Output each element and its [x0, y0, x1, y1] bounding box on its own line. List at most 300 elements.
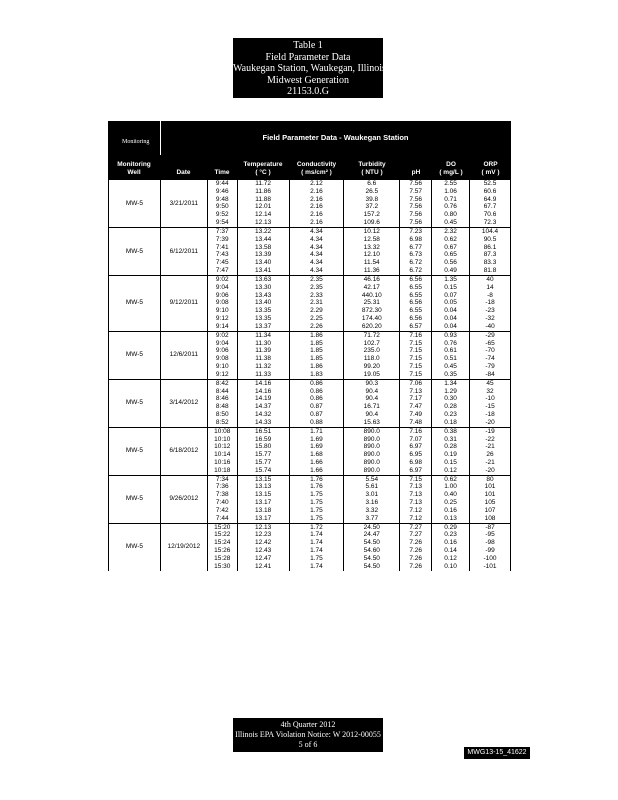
cell-do: 2.55 [432, 180, 470, 188]
cell-conductivity: 2.16 [289, 219, 344, 227]
corner-label: Monitoring [122, 139, 150, 145]
cell-ph: 6.72 [400, 259, 432, 267]
cell-temperature: 16.59 [237, 436, 289, 444]
cell-temperature: 13.22 [237, 227, 289, 235]
cell-conductivity: 1.66 [289, 459, 344, 467]
cell-turbidity: 54.50 [344, 555, 400, 563]
cell-temperature: 15.74 [237, 467, 289, 475]
cell-ph: 7.56 [400, 203, 432, 211]
cell-orp: 101 [470, 483, 511, 491]
cell-orp: 40 [470, 275, 511, 283]
cell-conductivity: 1.75 [289, 507, 344, 515]
cell-time: 15:28 [207, 555, 237, 563]
cell-temperature: 11.88 [237, 196, 289, 204]
cell-ph: 7.13 [400, 491, 432, 499]
cell-turbidity: 24.50 [344, 523, 400, 531]
cell-conductivity: 1.74 [289, 531, 344, 539]
cell-do: 0.05 [432, 299, 470, 307]
field-parameter-table [108, 121, 511, 676]
cell-date: 12/19/2012 [160, 523, 207, 570]
cell-conductivity: 1.72 [289, 523, 344, 531]
cell-orp: 107 [470, 507, 511, 515]
cell-turbidity: 39.8 [344, 196, 400, 204]
cell-temperature: 12.13 [237, 523, 289, 531]
cell-conductivity: 2.16 [289, 188, 344, 196]
cell-time: 7:42 [207, 507, 237, 515]
cell-conductivity: 0.86 [289, 388, 344, 396]
company-name: Midwest Generation [267, 74, 349, 86]
cell-orp: -18 [470, 411, 511, 419]
cell-ph: 7.15 [400, 355, 432, 363]
cell-temperature: 14.37 [237, 403, 289, 411]
cell-conductivity: 2.33 [289, 292, 344, 300]
cell-conductivity: 0.86 [289, 395, 344, 403]
cell-turbidity: 872.30 [344, 307, 400, 315]
cell-time: 7:39 [207, 236, 237, 244]
cell-orp: -29 [470, 331, 511, 339]
cell-ph: 7.07 [400, 436, 432, 444]
cell-do: 0.23 [432, 531, 470, 539]
cell-ph: 7.15 [400, 347, 432, 355]
cell-orp: 45 [470, 379, 511, 387]
cell-do: 0.12 [432, 555, 470, 563]
cell-temperature: 13.15 [237, 475, 289, 483]
cell-ph: 7.26 [400, 555, 432, 563]
cell-orp: -20 [470, 467, 511, 475]
cell-time: 8:50 [207, 411, 237, 419]
cell-temperature: 13.15 [237, 491, 289, 499]
cell-do: 0.30 [432, 395, 470, 403]
footer-violation-notice: Illinois EPA Violation Notice: W 2012-00055 [235, 730, 381, 739]
cell-do: 0.49 [432, 267, 470, 275]
cell-conductivity: 1.75 [289, 499, 344, 507]
cell-conductivity: 1.66 [289, 467, 344, 475]
table-header [108, 121, 511, 179]
cell-do: 0.76 [432, 203, 470, 211]
cell-temperature: 14.19 [237, 395, 289, 403]
cell-ph: 7.56 [400, 196, 432, 204]
cell-orp: -95 [470, 531, 511, 539]
footer-page-number: 5 of 6 [298, 740, 318, 749]
cell-turbidity: 102.7 [344, 340, 400, 348]
cell-ph: 7.47 [400, 403, 432, 411]
cell-turbidity: 10.12 [344, 227, 400, 235]
cell-temperature: 11.38 [237, 355, 289, 363]
cell-conductivity: 0.87 [289, 403, 344, 411]
cell-time: 8:46 [207, 395, 237, 403]
cell-do: 0.35 [432, 371, 470, 379]
cell-ph: 6.57 [400, 323, 432, 331]
cell-conductivity: 2.12 [289, 180, 344, 188]
cell-conductivity: 1.74 [289, 563, 344, 571]
cell-orp: 81.8 [470, 267, 511, 275]
cell-ph: 7.15 [400, 371, 432, 379]
cell-orp: 52.5 [470, 180, 511, 188]
cell-turbidity: 26.5 [344, 188, 400, 196]
cell-conductivity: 4.34 [289, 227, 344, 235]
cell-time: 15:26 [207, 547, 237, 555]
cell-conductivity: 2.16 [289, 196, 344, 204]
cell-ph: 7.15 [400, 363, 432, 371]
cell-well: MW-5 [109, 523, 161, 570]
cell-ph: 6.56 [400, 315, 432, 323]
cell-turbidity: 15.63 [344, 419, 400, 427]
cell-orp: 108 [470, 515, 511, 523]
cell-time: 9:12 [207, 315, 237, 323]
cell-time: 9:04 [207, 340, 237, 348]
cell-do: 0.31 [432, 436, 470, 444]
cell-orp: -20 [470, 419, 511, 427]
cell-do: 0.07 [432, 292, 470, 300]
cell-ph: 6.98 [400, 236, 432, 244]
cell-conductivity: 1.71 [289, 427, 344, 435]
cell-time: 7:34 [207, 475, 237, 483]
cell-temperature: 13.58 [237, 244, 289, 252]
cell-conductivity: 1.85 [289, 355, 344, 363]
cell-conductivity: 2.35 [289, 275, 344, 283]
cell-conductivity: 0.87 [289, 411, 344, 419]
cell-time: 7:45 [207, 259, 237, 267]
cell-orp: -23 [470, 307, 511, 315]
cell-temperature: 13.17 [237, 499, 289, 507]
cell-turbidity: 54.60 [344, 547, 400, 555]
cell-time: 8:48 [207, 403, 237, 411]
cell-temperature: 15.77 [237, 451, 289, 459]
cell-turbidity: 24.47 [344, 531, 400, 539]
cell-temperature: 11.72 [237, 180, 289, 188]
cell-turbidity: 19.05 [344, 371, 400, 379]
cell-time: 9:04 [207, 284, 237, 292]
cell-do: 0.71 [432, 196, 470, 204]
cell-turbidity: 6.6 [344, 180, 400, 188]
cell-turbidity: 3.16 [344, 499, 400, 507]
cell-orp: -98 [470, 539, 511, 547]
cell-time: 7:36 [207, 483, 237, 491]
cell-temperature: 11.86 [237, 188, 289, 196]
cell-do: 0.28 [432, 403, 470, 411]
cell-do: 0.76 [432, 340, 470, 348]
cell-conductivity: 1.86 [289, 363, 344, 371]
col-header-conductivity: Conductivity ( ms/cm² ) [296, 161, 337, 176]
cell-well: MW-5 [109, 180, 161, 228]
cell-time: 10:16 [207, 459, 237, 467]
cell-do: 0.28 [432, 443, 470, 451]
table-row [109, 475, 511, 483]
cell-time: 7:44 [207, 515, 237, 523]
cell-ph: 7.56 [400, 180, 432, 188]
cell-temperature: 13.39 [237, 251, 289, 259]
cell-orp: 64.9 [470, 196, 511, 204]
col-header-do: DO ( mg/L ) [439, 161, 463, 176]
cell-time: 10:08 [207, 427, 237, 435]
cell-conductivity: 4.34 [289, 259, 344, 267]
cell-ph: 7.27 [400, 531, 432, 539]
cell-orp: -79 [470, 363, 511, 371]
cell-temperature: 11.39 [237, 347, 289, 355]
cell-well: MW-5 [109, 379, 161, 427]
cell-orp: 104.4 [470, 227, 511, 235]
cell-orp: -18 [470, 299, 511, 307]
cell-time: 9:50 [207, 203, 237, 211]
cell-ph: 6.98 [400, 459, 432, 467]
cell-turbidity: 12.58 [344, 236, 400, 244]
cell-orp: -21 [470, 443, 511, 451]
cell-well: MW-5 [109, 427, 161, 475]
cell-orp: 87.3 [470, 251, 511, 259]
cell-do: 0.23 [432, 411, 470, 419]
cell-turbidity: 3.32 [344, 507, 400, 515]
table-row [109, 180, 511, 188]
cell-time: 10:12 [207, 443, 237, 451]
page-footer [233, 718, 383, 752]
cell-well: MW-5 [109, 275, 161, 331]
cell-conductivity: 1.74 [289, 539, 344, 547]
cell-ph: 7.26 [400, 539, 432, 547]
cell-ph: 6.73 [400, 251, 432, 259]
cell-orp: 32 [470, 388, 511, 396]
cell-orp: -70 [470, 347, 511, 355]
cell-turbidity: 54.50 [344, 563, 400, 571]
cell-time: 9:46 [207, 188, 237, 196]
cell-time: 9:44 [207, 180, 237, 188]
cell-temperature: 13.35 [237, 315, 289, 323]
cell-time: 9:10 [207, 363, 237, 371]
cell-do: 0.13 [432, 515, 470, 523]
cell-ph: 7.13 [400, 499, 432, 507]
cell-turbidity: 890.0 [344, 427, 400, 435]
cell-turbidity: 99.20 [344, 363, 400, 371]
cell-conductivity: 1.85 [289, 347, 344, 355]
cell-do: 0.14 [432, 547, 470, 555]
cell-ph: 6.97 [400, 467, 432, 475]
cell-do: 0.65 [432, 251, 470, 259]
cell-conductivity: 2.29 [289, 307, 344, 315]
cell-orp: -101 [470, 563, 511, 571]
table-row [109, 331, 511, 339]
cell-do: 0.04 [432, 315, 470, 323]
cell-turbidity: 440.10 [344, 292, 400, 300]
cell-time: 9:08 [207, 299, 237, 307]
cell-turbidity: 890.0 [344, 467, 400, 475]
table-number: Table 1 [293, 40, 323, 51]
cell-time: 9:52 [207, 211, 237, 219]
cell-ph: 6.95 [400, 451, 432, 459]
cell-date: 3/14/2012 [160, 379, 207, 427]
cell-do: 0.04 [432, 307, 470, 315]
cell-temperature: 14.16 [237, 388, 289, 396]
cell-time: 9:02 [207, 331, 237, 339]
cell-turbidity: 118.0 [344, 355, 400, 363]
cell-ph: 7.16 [400, 427, 432, 435]
cell-temperature: 11.30 [237, 340, 289, 348]
cell-well: MW-5 [109, 475, 161, 523]
cell-temperature: 12.01 [237, 203, 289, 211]
cell-ph: 7.16 [400, 331, 432, 339]
cell-turbidity: 90.3 [344, 379, 400, 387]
cell-ph: 6.55 [400, 284, 432, 292]
cell-time: 8:52 [207, 419, 237, 427]
cell-temperature: 13.43 [237, 292, 289, 300]
cell-ph: 6.56 [400, 275, 432, 283]
cell-temperature: 13.44 [237, 236, 289, 244]
cell-do: 1.00 [432, 483, 470, 491]
cell-temperature: 12.43 [237, 547, 289, 555]
cell-turbidity: 109.6 [344, 219, 400, 227]
footer-quarter: 4th Quarter 2012 [280, 720, 336, 729]
cell-conductivity: 0.86 [289, 379, 344, 387]
cell-do: 1.29 [432, 388, 470, 396]
cell-turbidity: 5.61 [344, 483, 400, 491]
cell-turbidity: 890.0 [344, 436, 400, 444]
cell-temperature: 13.63 [237, 275, 289, 283]
cell-turbidity: 157.2 [344, 211, 400, 219]
cell-date: 6/18/2012 [160, 427, 207, 475]
cell-turbidity: 90.4 [344, 395, 400, 403]
cell-conductivity: 1.75 [289, 555, 344, 563]
cell-do: 0.62 [432, 236, 470, 244]
cell-orp: 67.7 [470, 203, 511, 211]
cell-time: 9:48 [207, 196, 237, 204]
cell-conductivity: 1.75 [289, 491, 344, 499]
cell-time: 7:40 [207, 499, 237, 507]
cell-turbidity: 235.0 [344, 347, 400, 355]
col-header-orp: ORP ( mV ) [481, 161, 500, 176]
cell-ph: 7.26 [400, 563, 432, 571]
cell-turbidity: 54.50 [344, 539, 400, 547]
cell-temperature: 14.32 [237, 411, 289, 419]
cell-do: 0.62 [432, 475, 470, 483]
col-header-turbidity: Turbidity ( NTU ) [358, 161, 386, 176]
cell-time: 7:47 [207, 267, 237, 275]
cell-do: 0.29 [432, 523, 470, 531]
cell-do: 0.56 [432, 259, 470, 267]
table-row [109, 523, 511, 531]
cell-turbidity: 42.17 [344, 284, 400, 292]
table-row [109, 379, 511, 387]
cell-time: 7:38 [207, 491, 237, 499]
cell-time: 10:10 [207, 436, 237, 444]
cell-do: 0.18 [432, 419, 470, 427]
cell-orp: 86.1 [470, 244, 511, 252]
cell-ph: 7.27 [400, 523, 432, 531]
cell-ph: 7.15 [400, 475, 432, 483]
col-header-date: Date [176, 169, 191, 176]
cell-time: 15:22 [207, 531, 237, 539]
cell-ph: 6.97 [400, 443, 432, 451]
bates-stamp: MWG13-15_41622 [464, 747, 530, 759]
cell-do: 0.45 [432, 219, 470, 227]
site-location: Waukegan Station, Waukegan, Illinois [233, 63, 386, 74]
cell-temperature: 13.40 [237, 259, 289, 267]
cell-orp: -32 [470, 315, 511, 323]
cell-orp: -87 [470, 523, 511, 531]
cell-orp: -19 [470, 427, 511, 435]
cell-turbidity: 46.16 [344, 275, 400, 283]
cell-temperature: 13.35 [237, 307, 289, 315]
cell-turbidity: 5.54 [344, 475, 400, 483]
cell-orp: -40 [470, 323, 511, 331]
cell-time: 15:24 [207, 539, 237, 547]
cell-turbidity: 90.4 [344, 411, 400, 419]
cell-orp: -8 [470, 292, 511, 300]
cell-conductivity: 2.26 [289, 323, 344, 331]
cell-orp: 90.5 [470, 236, 511, 244]
cell-temperature: 13.18 [237, 507, 289, 515]
cell-conductivity: 0.88 [289, 419, 344, 427]
cell-turbidity: 890.0 [344, 451, 400, 459]
cell-orp: -100 [470, 555, 511, 563]
cell-time: 9:08 [207, 355, 237, 363]
cell-time: 10:14 [207, 451, 237, 459]
cell-ph: 7.48 [400, 419, 432, 427]
cell-conductivity: 4.34 [289, 267, 344, 275]
cell-orp: 105 [470, 499, 511, 507]
cell-do: 0.80 [432, 211, 470, 219]
project-number: 21153.0.G [287, 86, 329, 97]
cell-conductivity: 2.25 [289, 315, 344, 323]
table-title: Field Parameter Data [265, 51, 351, 63]
cell-temperature: 14.16 [237, 379, 289, 387]
cell-turbidity: 90.4 [344, 388, 400, 396]
cell-turbidity: 25.31 [344, 299, 400, 307]
cell-orp: -15 [470, 403, 511, 411]
cell-time: 9:12 [207, 371, 237, 379]
cell-conductivity: 4.34 [289, 236, 344, 244]
cell-ph: 6.72 [400, 267, 432, 275]
cell-well: MW-5 [109, 331, 161, 379]
cell-date: 3/21/2011 [160, 180, 207, 228]
cell-time: 15:30 [207, 563, 237, 571]
col-header-well: Monitoring Well [117, 161, 151, 176]
cell-ph: 7.49 [400, 411, 432, 419]
cell-do: 0.04 [432, 323, 470, 331]
cell-orp: 101 [470, 491, 511, 499]
cell-turbidity: 16.71 [344, 403, 400, 411]
cell-ph: 6.55 [400, 292, 432, 300]
cell-conductivity: 2.31 [289, 299, 344, 307]
cell-orp: 80 [470, 475, 511, 483]
cell-temperature: 12.41 [237, 563, 289, 571]
cell-temperature: 12.13 [237, 219, 289, 227]
cell-ph: 6.55 [400, 307, 432, 315]
cell-temperature: 12.47 [237, 555, 289, 563]
cell-conductivity: 2.16 [289, 203, 344, 211]
cell-temperature: 13.17 [237, 515, 289, 523]
cell-ph: 7.12 [400, 507, 432, 515]
cell-ph: 7.12 [400, 515, 432, 523]
cell-temperature: 12.23 [237, 531, 289, 539]
cell-do: 0.61 [432, 347, 470, 355]
cell-do: 0.40 [432, 491, 470, 499]
corner-cell [108, 121, 161, 155]
cell-turbidity: 174.40 [344, 315, 400, 323]
cell-time: 9:54 [207, 219, 237, 227]
cell-conductivity: 1.69 [289, 443, 344, 451]
cell-orp: -22 [470, 436, 511, 444]
cell-conductivity: 1.76 [289, 475, 344, 483]
cell-temperature: 11.33 [237, 371, 289, 379]
cell-do: 0.15 [432, 459, 470, 467]
cell-do: 0.19 [432, 451, 470, 459]
cell-date: 9/26/2012 [160, 475, 207, 523]
cell-ph: 7.57 [400, 188, 432, 196]
cell-temperature: 13.30 [237, 284, 289, 292]
cell-temperature: 12.42 [237, 539, 289, 547]
cell-time: 9:06 [207, 347, 237, 355]
cell-orp: -21 [470, 459, 511, 467]
cell-ph: 7.15 [400, 340, 432, 348]
cell-temperature: 11.32 [237, 363, 289, 371]
